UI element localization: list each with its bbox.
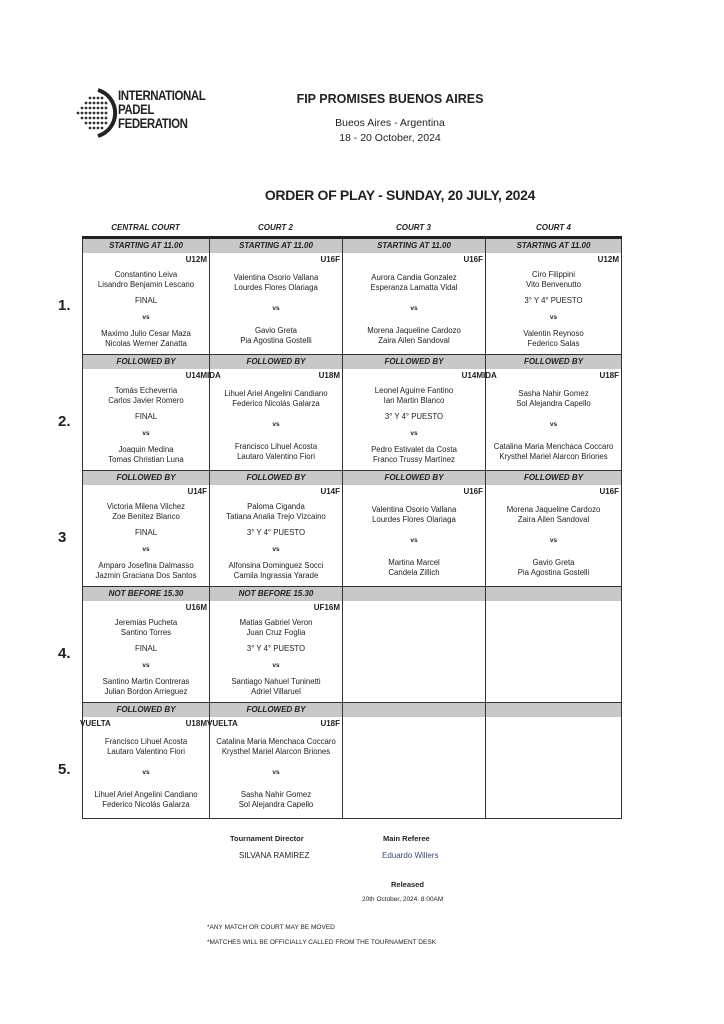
match-cell (342, 587, 485, 702)
team-1 (224, 389, 327, 409)
player-name: Constantino Leiva (114, 270, 178, 280)
round-label: 3° Y 4° PUESTO (384, 412, 444, 422)
player-name: Sol Alejandra Capello (238, 800, 314, 810)
match-cell (209, 703, 342, 818)
category-badge: U18F (320, 719, 340, 728)
team-2 (518, 558, 590, 578)
match-cell (342, 355, 485, 470)
match-body (83, 601, 209, 702)
player-name: Victoria Milena Vilchez (106, 502, 186, 512)
team-2 (94, 790, 197, 810)
match-body (486, 253, 621, 354)
player-name: Ciro Filippini (532, 270, 575, 280)
match-cell (342, 239, 485, 354)
vs-label: vs (549, 313, 558, 321)
team-1 (98, 270, 194, 290)
vs-label: vs (142, 545, 150, 553)
schedule-row (58, 471, 622, 587)
team-2 (239, 790, 314, 810)
round-label: 3° Y 4° PUESTO (246, 528, 306, 538)
match-content (343, 383, 485, 468)
leg-tag: VUELTA (80, 719, 111, 728)
category-badge: U14M (185, 371, 207, 380)
player-name: Catalina Maria Menchaca Coccaro (493, 442, 614, 452)
team-2 (231, 677, 320, 697)
player-name: Valentin Reynoso (523, 328, 584, 338)
event-title: FIP PROMISES BUENOS AIRES (296, 92, 484, 106)
player-name: Tomas Christian Luna (108, 454, 184, 464)
team-2 (240, 326, 312, 346)
category-badge: U18M (185, 719, 207, 728)
player-name: Martina Marcel (388, 558, 440, 568)
match-body (83, 253, 209, 354)
schedule-row (58, 355, 622, 471)
match-content (486, 383, 621, 468)
match-cell (82, 703, 209, 818)
schedule-row (58, 239, 622, 355)
court-header: CENTRAL COURT (111, 223, 180, 232)
team-2 (108, 445, 183, 465)
match-body (486, 485, 621, 586)
schedule-row (58, 703, 622, 819)
time-slot-header: STARTING AT 11.00 (83, 239, 209, 253)
player-name: Tatiana Analia Trejo Vizcaino (226, 512, 326, 522)
player-name: Krysthel Mariel Alarcon Briones (499, 452, 608, 462)
round-label: FINAL (134, 644, 158, 654)
match-cell (209, 239, 342, 354)
player-name: Zaira Ailen Sandoval (378, 336, 450, 346)
match-body (483, 369, 621, 470)
match-content (83, 499, 209, 584)
vs-label: vs (410, 429, 418, 437)
row-number: 4. (58, 645, 71, 662)
schedule-table (58, 236, 622, 819)
match-body (207, 369, 342, 470)
player-name: Lihuel Ariel Angelini Candiano (224, 388, 328, 398)
player-name: Lisandro Benjamin Lescano (97, 280, 195, 290)
team-1 (371, 273, 458, 293)
team-1 (375, 386, 453, 406)
time-slot-header: STARTING AT 11.00 (486, 239, 621, 253)
court-header: COURT 2 (258, 223, 293, 232)
time-slot-header: FOLLOWED BY (83, 355, 209, 369)
team-1 (216, 737, 336, 757)
player-name: Santiago Nahuel Tuninetti (231, 676, 321, 686)
leg-tag: IDA (483, 371, 497, 380)
padel-ball-logo-icon (72, 88, 118, 138)
match-body (210, 253, 342, 354)
team-2 (388, 558, 440, 578)
player-name: Federico Salas (527, 338, 580, 348)
court-header: COURT 4 (536, 223, 571, 232)
player-name: Lihuel Ariel Angelini Candiano (94, 790, 198, 800)
player-name: Federico Nicolás Galarza (232, 398, 320, 408)
player-name: Lourdes Flores Olariaga (234, 282, 318, 292)
time-slot-header: NOT BEFORE 15.30 (210, 587, 342, 601)
time-slot-header (343, 587, 485, 601)
category-badge: U16F (463, 487, 483, 496)
category-badge: U18F (599, 371, 619, 380)
player-name: Tomás Echeverria (114, 386, 178, 396)
match-cell (485, 239, 622, 354)
player-name: Candela Zillich (388, 568, 440, 578)
match-body (80, 717, 209, 818)
time-slot-header (343, 703, 485, 717)
vs-label: vs (142, 313, 150, 321)
match-body (486, 601, 621, 702)
match-cell (485, 587, 622, 702)
referee-label: Main Referee (383, 834, 430, 843)
player-name: Ian Martin Blanco (383, 396, 445, 406)
player-name: Pia Agostina Gostelli (240, 336, 312, 346)
match-body (343, 485, 485, 586)
row-number: 2. (58, 413, 71, 430)
leg-tag: IDA (207, 371, 221, 380)
player-name: Jeremias Pucheta (114, 618, 178, 628)
team-2 (103, 677, 190, 697)
category-badge: U18M (318, 371, 340, 380)
time-slot-header: FOLLOWED BY (210, 355, 342, 369)
match-content (210, 383, 342, 468)
time-slot-header: FOLLOWED BY (486, 355, 621, 369)
match-cell (342, 703, 485, 818)
vs-label: vs (272, 661, 280, 669)
vs-label: vs (410, 305, 418, 313)
schedule-row (58, 587, 622, 703)
category-badge: U14M (461, 371, 483, 380)
player-name: Francisco Lihuel Acosta (104, 736, 188, 746)
player-name: Pia Agostina Gostelli (517, 568, 590, 578)
match-content (83, 383, 209, 468)
match-cell (209, 471, 342, 586)
player-name: Adriel Villaruel (251, 686, 301, 696)
team-2 (371, 445, 457, 465)
match-content (343, 267, 485, 352)
player-name: Aurora Candia Gonzalez (371, 272, 457, 282)
fip-logo (72, 88, 212, 138)
match-cell (82, 239, 209, 354)
player-name: Gavio Greta (532, 558, 575, 568)
referee-name: Eduardo Willers (382, 851, 439, 860)
player-name: Juan Cruz Foglia (246, 628, 306, 638)
vs-label: vs (142, 429, 150, 437)
match-cell (485, 471, 622, 586)
match-body (210, 485, 342, 586)
time-slot-header (486, 703, 621, 717)
player-name: Leonel Aguirre Fantino (374, 386, 454, 396)
player-name: Zaira Ailen Sandoval (517, 514, 590, 524)
player-name: Sasha Nahir Gomez (518, 388, 589, 398)
time-slot-header: STARTING AT 11.00 (343, 239, 485, 253)
event-dates: 18 - 20 October, 2024 (339, 132, 441, 144)
time-slot-header: FOLLOWED BY (486, 471, 621, 485)
match-body (207, 717, 342, 818)
time-slot-header: FOLLOWED BY (83, 703, 209, 717)
player-name: Maximo Julio Cesar Maza (101, 328, 191, 338)
vs-label: vs (549, 537, 558, 545)
team-1 (240, 618, 313, 638)
category-badge: U12M (597, 255, 619, 264)
match-content (486, 499, 621, 584)
row-number: 3 (58, 529, 67, 546)
leg-tag: VUELTA (207, 719, 238, 728)
match-body (343, 369, 485, 470)
player-name: Santino Martin Contreras (102, 676, 190, 686)
player-name: Julian Bordon Arrieguez (104, 686, 188, 696)
team-2 (523, 329, 584, 349)
player-name: Camila Ingrassia Yarade (233, 570, 319, 580)
team-2 (96, 561, 197, 581)
player-name: Zoe Benitez Blanco (112, 512, 180, 522)
match-content (83, 267, 209, 352)
note-moved: *ANY MATCH OR COURT MAY BE MOVED (207, 924, 335, 931)
match-content (210, 267, 342, 352)
vs-label: vs (272, 769, 280, 777)
category-badge: U14F (320, 487, 340, 496)
team-1 (107, 502, 185, 522)
match-cell (485, 355, 622, 470)
order-of-play-heading: ORDER OF PLAY - SUNDAY, 20 JULY, 2024 (264, 187, 536, 203)
team-1 (108, 386, 183, 406)
player-name: Sasha Nahir Gomez (240, 790, 312, 800)
player-name: Gavio Greta (254, 326, 298, 336)
team-1 (526, 270, 581, 290)
player-name: Franco Trussy Martínez (373, 454, 455, 464)
match-content (210, 615, 342, 700)
match-body (486, 717, 621, 818)
vs-label: vs (142, 661, 150, 669)
match-body (210, 601, 342, 702)
vs-label: vs (549, 421, 558, 429)
match-content (210, 499, 342, 584)
team-1 (234, 273, 319, 293)
category-badge: U16F (320, 255, 340, 264)
match-cell (82, 355, 209, 470)
team-2 (101, 329, 191, 349)
match-cell (82, 587, 209, 702)
note-official-call: *MATCHES WILL BE OFFICIALLY CALLED FROM THE TOURNAMENT DESK (207, 939, 436, 946)
match-cell (209, 587, 342, 702)
match-cell (209, 355, 342, 470)
player-name: Lautaro Valentino Fiori (237, 452, 315, 462)
round-label: FINAL (134, 412, 158, 422)
player-name: Paloma Ciganda (247, 502, 305, 512)
row-number: 1. (58, 297, 71, 314)
time-slot-header: STARTING AT 11.00 (210, 239, 342, 253)
player-name: Joaquin Medina (118, 444, 174, 454)
category-badge: U16F (463, 255, 483, 264)
team-2 (229, 561, 324, 581)
player-name: Morena Jaqueline Cardozo (506, 504, 601, 514)
logo-line: INTERNATIONAL (118, 88, 206, 103)
match-content (83, 731, 209, 816)
vs-label: vs (410, 537, 418, 545)
time-slot-header: FOLLOWED BY (210, 703, 342, 717)
team-1 (516, 389, 591, 409)
director-label: Tournament Director (230, 834, 304, 843)
event-location: Bueos Aires - Argentina (335, 117, 445, 129)
player-name: Matias Gabriel Veron (239, 618, 313, 628)
team-1 (226, 502, 326, 522)
player-name: Vito Benvenutto (526, 280, 581, 290)
team-1 (115, 618, 177, 638)
player-name: Sol Alejandra Capello (516, 398, 591, 408)
vs-label: vs (142, 769, 150, 777)
vs-label: vs (272, 305, 280, 313)
player-name: Morena Jaqueline Cardozo (367, 326, 461, 336)
category-badge: U16F (599, 487, 619, 496)
player-name: Catalina Maria Menchaca Coccaro (216, 736, 336, 746)
player-name: Valentina Osorio Vallana (371, 504, 457, 514)
player-name: Jazmin Graciana Dos Santos (95, 570, 197, 580)
vs-label: vs (272, 421, 280, 429)
team-2 (494, 442, 614, 462)
released-label: Released (391, 880, 424, 889)
player-name: Krysthel Mariel Alarcon Briones (221, 746, 331, 756)
vs-label: vs (272, 545, 280, 553)
category-badge: U16M (185, 603, 207, 612)
time-slot-header: NOT BEFORE 15.30 (83, 587, 209, 601)
team-1 (105, 737, 187, 757)
player-name: Lautaro Valentino Fiori (107, 746, 185, 756)
player-name: Federico Nicolás Galarza (102, 800, 190, 810)
category-badge: U12M (185, 255, 207, 264)
match-body (343, 717, 485, 818)
player-name: Lourdes Flores Olariaga (372, 514, 456, 524)
time-slot-header: FOLLOWED BY (83, 471, 209, 485)
player-name: Pedro Estivalet da Costa (371, 444, 457, 454)
match-content (343, 499, 485, 584)
player-name: Valentina Osorio Vallana (233, 272, 319, 282)
team-2 (235, 442, 317, 462)
released-date: 20th October, 2024. 8:00AM (362, 896, 444, 903)
time-slot-header: FOLLOWED BY (343, 471, 485, 485)
time-slot-header (486, 587, 621, 601)
match-body (83, 369, 209, 470)
player-name: Amparo Josefina Dalmasso (98, 560, 194, 570)
team-1 (507, 505, 601, 525)
match-content (210, 731, 342, 816)
round-label: 3° Y 4° PUESTO (246, 644, 306, 654)
match-content (486, 267, 621, 352)
row-number: 5. (58, 761, 71, 778)
logo-text (118, 89, 205, 131)
team-1 (372, 505, 457, 525)
match-content (83, 615, 209, 700)
match-cell (485, 703, 622, 818)
player-name: Francisco Lihuel Acosta (234, 442, 318, 452)
match-body (343, 601, 485, 702)
logo-line: FEDERATION (118, 116, 188, 131)
team-2 (367, 326, 461, 346)
director-name: SILVANA RAMIREZ (239, 851, 310, 860)
logo-line: PADEL (118, 102, 154, 117)
round-label: FINAL (134, 528, 158, 538)
player-name: Santino Torres (120, 628, 172, 638)
match-cell (342, 471, 485, 586)
match-body (83, 485, 209, 586)
player-name: Carlos Javier Romero (108, 396, 184, 406)
category-badge: UF16M (313, 603, 340, 612)
category-badge: U14F (187, 487, 207, 496)
player-name: Esperanza Lamatta Vidal (370, 282, 458, 292)
match-body (343, 253, 485, 354)
round-label: 3° Y 4° PUESTO (524, 296, 583, 306)
round-label: FINAL (134, 296, 158, 306)
player-name: Nicolas Werner Zanatta (105, 338, 187, 348)
player-name: Alfonsina Dominguez Socci (228, 560, 324, 570)
time-slot-header: FOLLOWED BY (210, 471, 342, 485)
court-header: COURT 3 (396, 223, 431, 232)
match-cell (82, 471, 209, 586)
time-slot-header: FOLLOWED BY (343, 355, 485, 369)
